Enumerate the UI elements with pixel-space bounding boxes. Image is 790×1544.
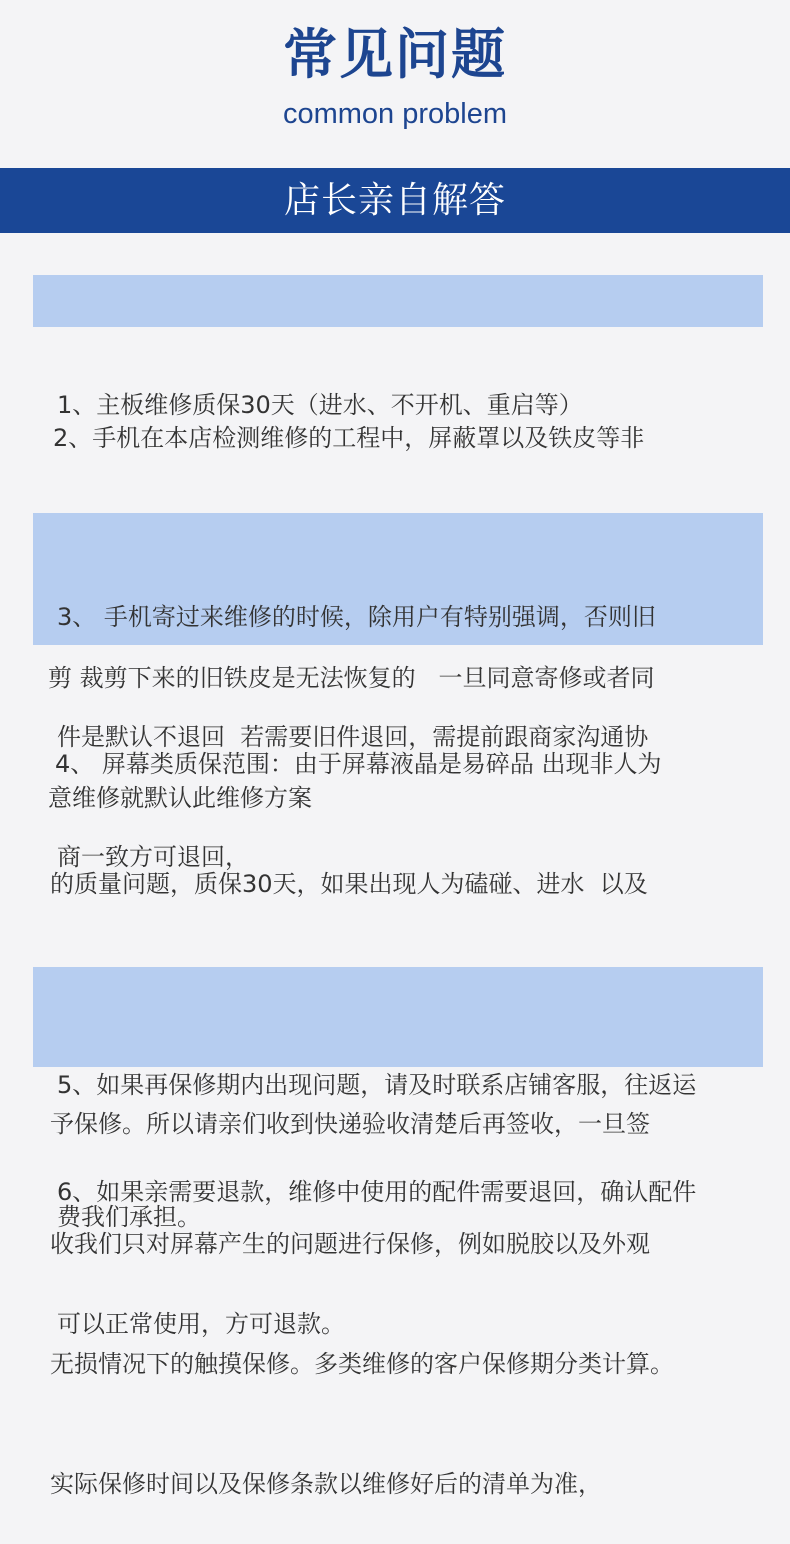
faq-item-2-line-3: 剪 裁剪下来的旧铁皮是无法恢复的 一旦同意寄修或者同 (48, 664, 655, 692)
page-header (0, 0, 790, 168)
faq-item-2-line-1: 2、手机在本店检测维修的工程中，屏蔽罩以及铁皮等非 (53, 424, 645, 452)
faq-item-5-line-2: 费我们承担。 (57, 1203, 201, 1231)
section-banner: 店长亲自解答 (0, 168, 790, 233)
faq-item-5-line-1: 5、如果再保修期内出现问题，请及时联系店铺客服，往返运 (57, 1071, 697, 1099)
page-title: 常见问题 (283, 23, 507, 86)
faq-item-3-line-3: 商一致方可退回， (57, 843, 249, 871)
faq-item-3-line-2: 件是默认不退回 若需要旧件退回，需提前跟商家沟通协 (57, 723, 649, 751)
faq-item-4-line-4: 予保修。所以请亲们收到快递验收清楚后再签收，一旦签 (50, 1110, 650, 1138)
faq-item-6-line-2: 可以正常使用，方可退款。 (57, 1310, 345, 1338)
faq-item-6 (57, 1082, 777, 1390)
faq-item-4-line-6: 无损情况下的触摸保修。多类维修的客户保修期分类计算。 (50, 1350, 674, 1378)
faq-item-4-line-2: 的质量问题，质保30天，如果出现人为磕碰、进水 以及 (50, 870, 648, 898)
faq-item-4-line-7: 实际保修时间以及保修条款以维修好后的清单为准， (50, 1470, 602, 1498)
faq-item-1-line-1: 1、主板维修质保30天（进水、不开机、重启等） (57, 391, 583, 419)
page-subtitle: common problem (282, 98, 508, 130)
faq-item-2-line-4: 意维修就默认此维修方案 (48, 784, 312, 812)
faq-item-3-line-1: 3、 手机寄过来维修的时候，除用户有特别强调，否则旧 (57, 603, 656, 631)
faq-item-4-line-1: 4、 屏幕类质保范围：由于屏幕液晶是易碎品 出现非人为 (55, 750, 662, 778)
faq-item-1 (33, 275, 763, 419)
faq-item-4-line-5: 收我们只对屏幕产生的问题进行保修，例如脱胶以及外观 (50, 1230, 650, 1258)
faq-item-6-line-1: 6、如果亲需要退款，维修中使用的配件需要退回，确认配件 (57, 1178, 697, 1206)
